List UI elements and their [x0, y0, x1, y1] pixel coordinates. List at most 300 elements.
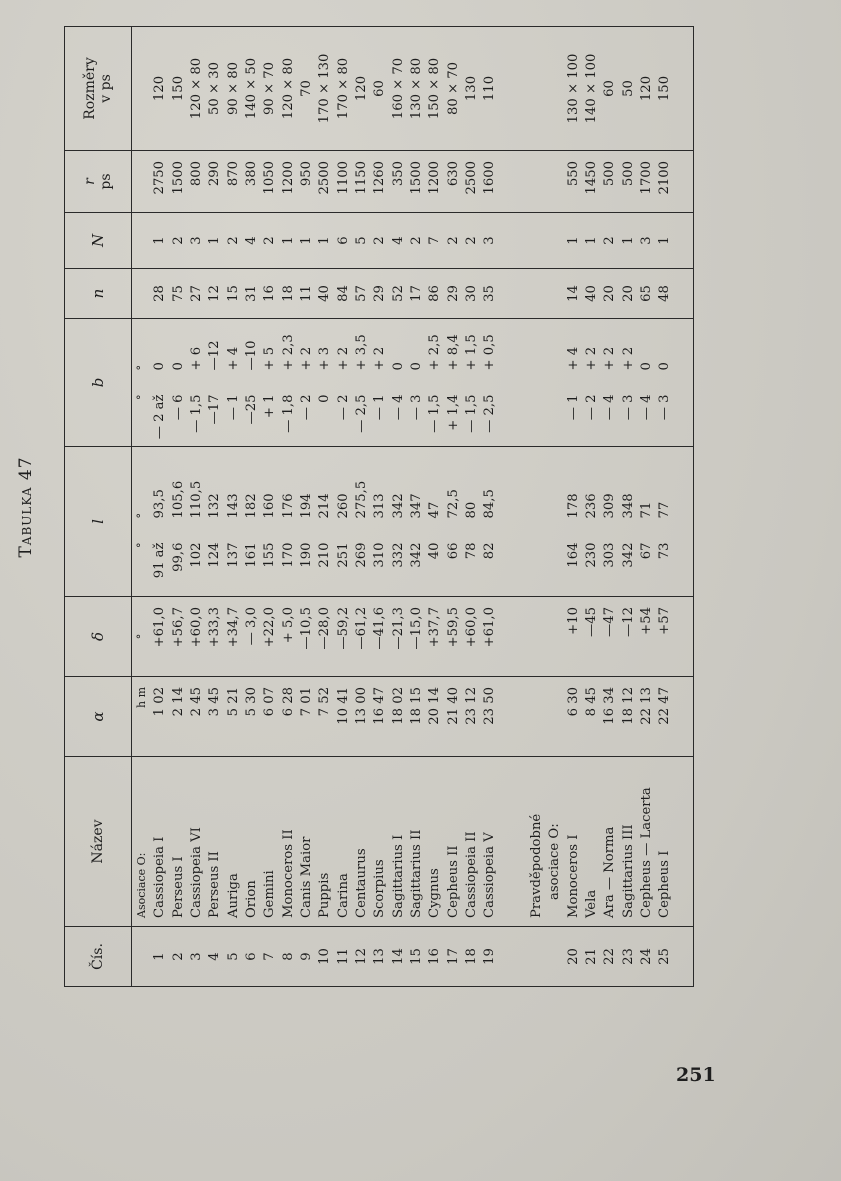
row-name: Sagittarius II [408, 757, 426, 927]
row-N: 2 [261, 212, 279, 268]
row-alpha: 16 47 [371, 677, 389, 757]
row-b-from: — 3 [620, 394, 636, 421]
group2-title-row [528, 26, 546, 986]
row-n: 40 [316, 268, 334, 318]
row-l-to: 260 [334, 447, 352, 529]
row-delta: —47 [601, 597, 619, 677]
row-l-to: 77 [656, 447, 674, 529]
group-title: asociace O: [546, 757, 564, 927]
row-l-to: 194 [298, 447, 316, 529]
row-b-from: — 1 [372, 394, 388, 421]
row-l-to: 178 [564, 447, 582, 529]
row-number: 4 [206, 927, 224, 987]
row-dimensions: 150 [170, 75, 186, 102]
row-b-from: — 4 [639, 394, 655, 421]
row-dimensions: 80 × 70 [445, 61, 461, 115]
row-name: Cepheus II [444, 757, 462, 927]
row-N: 1 [206, 212, 224, 268]
row-number: 24 [638, 927, 656, 987]
row-name: Centaurus [353, 757, 371, 927]
row-l-to: 275,5 [353, 447, 371, 529]
row-dimensions: 70 [299, 80, 315, 97]
row-n: 20 [601, 268, 619, 318]
row-b-to: + 6 [188, 318, 206, 380]
row-r: 870 [224, 150, 242, 212]
row-dimensions: 90 × 80 [225, 61, 241, 115]
row-number: 20 [564, 927, 582, 987]
row-delta: +61,0 [151, 597, 169, 677]
row-b-from: — 2,5 [482, 394, 498, 433]
row-dimensions: 140 × 100 [584, 53, 600, 124]
row-n: 15 [224, 268, 242, 318]
page-number: 251 [676, 1064, 716, 1086]
row-r: 2500 [316, 150, 334, 212]
row-dimensions: 130 × 80 [409, 57, 425, 120]
row-b-from: — 2,5 [354, 394, 370, 433]
row-r: 380 [243, 150, 261, 212]
row-dimensions: 160 × 70 [390, 57, 406, 120]
row-b-from: — 1 [225, 394, 241, 421]
row-alpha: 2 45 [188, 677, 206, 757]
row-N: 1 [316, 212, 334, 268]
row-b-to: 0 [169, 318, 187, 380]
table-row [619, 26, 637, 986]
row-b-from: — 1,5 [427, 394, 443, 433]
row-name: Sagittarius I [389, 757, 407, 927]
row-delta: —45 [583, 597, 601, 677]
row-l-from: 190 [299, 542, 315, 568]
row-l-to: 309 [601, 447, 619, 529]
row-r: 500 [619, 150, 637, 212]
row-number: 5 [224, 927, 242, 987]
row-name: Orion [243, 757, 261, 927]
table-row [224, 26, 242, 986]
table-row [169, 26, 187, 986]
table-row [206, 26, 224, 986]
row-number: 15 [408, 927, 426, 987]
row-alpha: 1 02 [151, 677, 169, 757]
row-n: 27 [188, 268, 206, 318]
row-l-from: 332 [390, 542, 406, 568]
row-l-from: 102 [189, 542, 205, 568]
row-l-from: 82 [482, 542, 498, 560]
row-N: 2 [169, 212, 187, 268]
row-b-from: — 4 [602, 394, 618, 421]
row-dimensions: 50 [620, 80, 636, 97]
row-l-to: 182 [243, 447, 261, 529]
row-name: Ara — Norma [601, 757, 619, 927]
row-alpha: 8 45 [583, 677, 601, 757]
row-dimensions: 140 × 50 [244, 57, 260, 120]
row-delta: —61,2 [353, 597, 371, 677]
row-n: 11 [298, 268, 316, 318]
row-r: 1450 [583, 150, 601, 212]
row-b-to: + 2 [334, 318, 352, 380]
row-b-to: 0 [408, 318, 426, 380]
row-number: 7 [261, 927, 279, 987]
row-dimensions: 120 [152, 75, 168, 102]
row-number: 13 [371, 927, 389, 987]
row-b-from: — 2 [584, 394, 600, 421]
row-b-to: 0 [151, 318, 169, 380]
row-b-to: + 4 [564, 318, 582, 380]
row-b-from: — 1 [565, 394, 581, 421]
row-alpha: 20 14 [426, 677, 444, 757]
row-N: 1 [619, 212, 637, 268]
row-number: 25 [656, 927, 674, 987]
row-delta: +56,7 [169, 597, 187, 677]
row-b-to: + 3 [316, 318, 334, 380]
row-r: 1500 [169, 150, 187, 212]
row-name: Monoceros I [564, 757, 582, 927]
table-row [444, 26, 462, 986]
row-alpha: 7 01 [298, 677, 316, 757]
row-b-from: — 2 až [152, 394, 168, 440]
row-r: 2750 [151, 150, 169, 212]
row-name: Vela [583, 757, 601, 927]
rotated-table-block [16, 27, 694, 987]
unit-delta: ° [132, 597, 152, 677]
row-N: 1 [583, 212, 601, 268]
row-name: Canis Maior [298, 757, 316, 927]
row-delta: + 5,0 [279, 597, 297, 677]
row-b-from: — 1,8 [280, 394, 296, 433]
header-n: n [65, 268, 132, 318]
row-n: 18 [279, 268, 297, 318]
row-alpha: 21 40 [444, 677, 462, 757]
table-row [316, 26, 334, 986]
row-l-from: 342 [620, 542, 636, 568]
row-r: 500 [601, 150, 619, 212]
table-row [564, 26, 582, 986]
row-alpha: 18 02 [389, 677, 407, 757]
row-l-from: 73 [657, 542, 673, 560]
row-l-to: 80 [463, 447, 481, 529]
row-number: 6 [243, 927, 261, 987]
row-delta: —59,2 [334, 597, 352, 677]
row-n: 14 [564, 268, 582, 318]
row-l-from: 269 [354, 542, 370, 568]
table-row [481, 26, 499, 986]
row-r: 350 [389, 150, 407, 212]
row-delta: —10,5 [298, 597, 316, 677]
row-alpha: 22 13 [638, 677, 656, 757]
table-row [334, 26, 352, 986]
row-n: 52 [389, 268, 407, 318]
row-delta: +33,3 [206, 597, 224, 677]
table-row [426, 26, 444, 986]
row-delta: +10 [564, 597, 582, 677]
row-N: 7 [426, 212, 444, 268]
row-delta: +22,0 [261, 597, 279, 677]
row-delta: +60,0 [463, 597, 481, 677]
row-r: 800 [188, 150, 206, 212]
row-number: 12 [353, 927, 371, 987]
row-b-to: + 2 [583, 318, 601, 380]
row-number: 10 [316, 927, 334, 987]
unit-alpha: h m [132, 677, 152, 757]
row-alpha: 10 41 [334, 677, 352, 757]
row-alpha: 6 07 [261, 677, 279, 757]
row-dimensions: 120 [639, 75, 655, 102]
table-row [389, 26, 407, 986]
row-n: 84 [334, 268, 352, 318]
row-l-from: 342 [409, 542, 425, 568]
row-N: 1 [564, 212, 582, 268]
row-delta: — 3,0 [243, 597, 261, 677]
row-dimensions: 60 [372, 80, 388, 97]
row-b-to: 0 [389, 318, 407, 380]
row-b-to: + 2 [601, 318, 619, 380]
header-nazev: Název [65, 757, 132, 927]
header-r: r ps [65, 150, 132, 212]
row-b-from: — 3 [409, 394, 425, 421]
row-l-from: 99,6 [170, 542, 186, 572]
row-number: 2 [169, 927, 187, 987]
row-number: 8 [279, 927, 297, 987]
row-l-to: 132 [206, 447, 224, 529]
row-b-from: — 2 [299, 394, 315, 421]
row-l-from: 155 [262, 542, 278, 568]
row-name: Cassiopeia V [481, 757, 499, 927]
table-row [601, 26, 619, 986]
row-r: 1200 [426, 150, 444, 212]
row-l-to: 143 [224, 447, 242, 529]
row-b-from: + 1,4 [445, 394, 461, 431]
row-l-from: 91 až [152, 542, 168, 579]
row-delta: —41,6 [371, 597, 389, 677]
row-delta: +60,0 [188, 597, 206, 677]
row-alpha: 23 50 [481, 677, 499, 757]
row-l-from: 40 [427, 542, 443, 560]
row-delta: +61,0 [481, 597, 499, 677]
row-b-to: 0 [638, 318, 656, 380]
row-dimensions: 120 [354, 75, 370, 102]
row-N: 2 [601, 212, 619, 268]
unit-b-hi: ° [132, 318, 152, 380]
row-number: 1 [151, 927, 169, 987]
row-n: 20 [619, 268, 637, 318]
row-b-to: —12 [206, 318, 224, 380]
row-alpha: 7 52 [316, 677, 334, 757]
group-title: Pravděpodobné [528, 757, 546, 927]
row-l-to: 236 [583, 447, 601, 529]
row-l-to: 84,5 [481, 447, 499, 529]
row-name: Auriga [224, 757, 242, 927]
row-dimensions: 120 × 80 [189, 57, 205, 120]
row-dimensions: 150 [657, 75, 673, 102]
row-r: 1700 [638, 150, 656, 212]
row-dimensions: 60 [602, 80, 618, 97]
row-delta: +57 [656, 597, 674, 677]
row-dimensions: 170 × 130 [317, 53, 333, 124]
row-l-from: 230 [584, 542, 600, 568]
table-row [279, 26, 297, 986]
row-dimensions: 110 [482, 75, 498, 102]
row-n: 28 [151, 268, 169, 318]
header-l: l [65, 447, 132, 597]
table-row [243, 26, 261, 986]
unit-b-lo: ° [134, 394, 148, 400]
row-b-to: + 5 [261, 318, 279, 380]
row-l-to: 93,5 [151, 447, 169, 529]
row-l-to: 214 [316, 447, 334, 529]
row-r: 1200 [279, 150, 297, 212]
row-b-to: + 0,5 [481, 318, 499, 380]
row-N: 2 [463, 212, 481, 268]
row-b-from: —17 [207, 394, 223, 425]
row-b-to: + 2,5 [426, 318, 444, 380]
row-dimensions: 120 × 80 [280, 57, 296, 120]
row-name: Scorpius [371, 757, 389, 927]
row-delta: +59,5 [444, 597, 462, 677]
row-name: Monoceros II [279, 757, 297, 927]
row-b-from: — 3 [657, 394, 673, 421]
row-r: 1260 [371, 150, 389, 212]
row-b-from: — 1,5 [189, 394, 205, 433]
row-n: 48 [656, 268, 674, 318]
row-l-to: 160 [261, 447, 279, 529]
unit-l-lo: ° [134, 542, 148, 548]
row-number: 23 [619, 927, 637, 987]
row-b-to: + 3,5 [353, 318, 371, 380]
row-l-from: 161 [244, 542, 260, 568]
row-n: 17 [408, 268, 426, 318]
row-dimensions: 130 [464, 75, 479, 102]
row-N: 3 [188, 212, 206, 268]
row-name: Puppis [316, 757, 334, 927]
row-name: Cassiopeia I [151, 757, 169, 927]
header-cis: Čís. [65, 927, 132, 987]
row-number: 22 [601, 927, 619, 987]
row-l-to: 105,6 [169, 447, 187, 529]
row-N: 5 [353, 212, 371, 268]
row-N: 2 [408, 212, 426, 268]
row-N: 1 [298, 212, 316, 268]
row-number: 21 [583, 927, 601, 987]
row-number: 3 [188, 927, 206, 987]
table-row [463, 26, 481, 986]
row-r: 1600 [481, 150, 499, 212]
row-number: 9 [298, 927, 316, 987]
row-dimensions: 90 × 70 [262, 61, 278, 115]
row-alpha: 22 47 [656, 677, 674, 757]
row-number: 14 [389, 927, 407, 987]
table-row [298, 26, 316, 986]
row-b-from: — 6 [170, 394, 186, 421]
group1-title: Asociace O: [132, 757, 152, 927]
table-row [151, 26, 169, 986]
row-alpha: 6 30 [564, 677, 582, 757]
row-l-from: 67 [639, 542, 655, 560]
row-n: 65 [638, 268, 656, 318]
row-l-from: 78 [464, 542, 479, 560]
header-rozmery: Rozměry v ps [65, 26, 132, 150]
row-l-from: 303 [602, 542, 618, 568]
row-dimensions: 150 × 80 [427, 57, 443, 120]
row-l-to: 72,5 [444, 447, 462, 529]
row-name: Cassiopeia VI [188, 757, 206, 927]
row-delta: +34,7 [224, 597, 242, 677]
row-n: 30 [463, 268, 481, 318]
row-b-from: — 2 [335, 394, 351, 421]
row-N: 1 [279, 212, 297, 268]
row-l-to: 110,5 [188, 447, 206, 529]
row-name: Cassiopeia II [463, 757, 481, 927]
row-n: 31 [243, 268, 261, 318]
row-r: 630 [444, 150, 462, 212]
row-number: 19 [481, 927, 499, 987]
group2-title-row [546, 26, 564, 986]
row-l-to: 347 [408, 447, 426, 529]
row-N: 2 [224, 212, 242, 268]
row-b-from: — 4 [390, 394, 406, 421]
row-number: 17 [444, 927, 462, 987]
row-n: 75 [169, 268, 187, 318]
row-name: Carina [334, 757, 352, 927]
row-alpha: 18 12 [619, 677, 637, 757]
table-row [371, 26, 389, 986]
table-row [656, 26, 674, 986]
row-alpha: 3 45 [206, 677, 224, 757]
row-name: Cepheus — Lacerta [638, 757, 656, 927]
associations-table [64, 26, 694, 987]
row-l-from: 170 [280, 542, 296, 568]
row-b-from: — 1,5 [464, 394, 479, 433]
header-b: b [65, 318, 132, 446]
row-delta: —28,0 [316, 597, 334, 677]
row-l-from: 251 [335, 542, 351, 568]
row-n: 40 [583, 268, 601, 318]
table-row [188, 26, 206, 986]
row-dimensions: 170 × 80 [335, 57, 351, 120]
header-row [65, 26, 132, 986]
row-n: 29 [444, 268, 462, 318]
header-alpha: α [65, 677, 132, 757]
row-n: 12 [206, 268, 224, 318]
row-b-to: + 2 [298, 318, 316, 380]
row-N: 1 [151, 212, 169, 268]
row-name: Perseus I [169, 757, 187, 927]
row-delta: +37,7 [426, 597, 444, 677]
row-N: 3 [638, 212, 656, 268]
row-l-from: 164 [565, 542, 581, 568]
row-number: 18 [463, 927, 481, 987]
row-r: 1500 [408, 150, 426, 212]
table-row [583, 26, 601, 986]
header-delta: δ [65, 597, 132, 677]
bottom-spacer-row [674, 26, 693, 986]
row-number: 11 [334, 927, 352, 987]
row-l-from: 210 [317, 542, 333, 568]
row-name: Gemini [261, 757, 279, 927]
row-delta: —21,3 [389, 597, 407, 677]
row-r: 1150 [353, 150, 371, 212]
units-row [132, 26, 152, 986]
row-name: Cepheus I [656, 757, 674, 927]
row-l-to: 47 [426, 447, 444, 529]
row-delta: —12 [619, 597, 637, 677]
row-n: 57 [353, 268, 371, 318]
row-N: 6 [334, 212, 352, 268]
row-r: 2100 [656, 150, 674, 212]
table-row [638, 26, 656, 986]
row-b-to: + 4 [224, 318, 242, 380]
row-N: 4 [389, 212, 407, 268]
row-n: 35 [481, 268, 499, 318]
row-b-from: —25 [244, 394, 260, 425]
row-alpha: 5 21 [224, 677, 242, 757]
